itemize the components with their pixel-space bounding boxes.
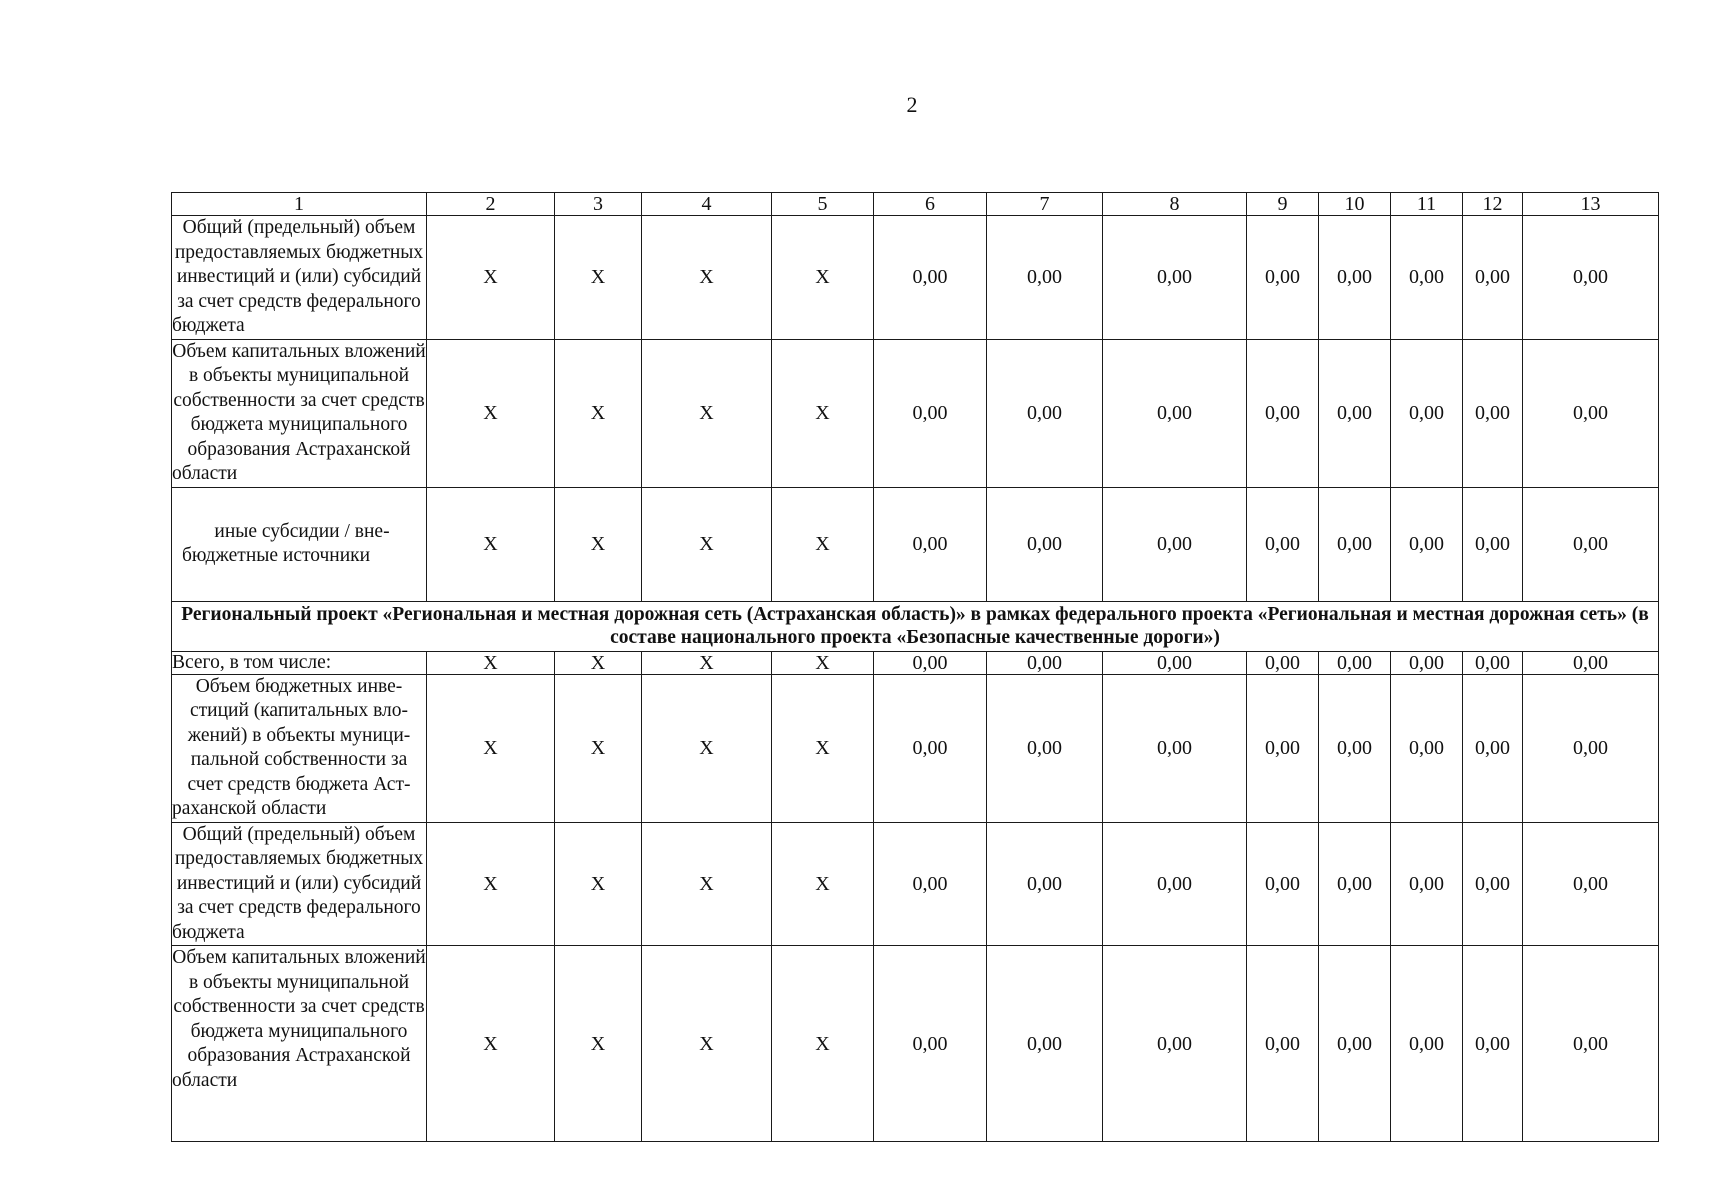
value-cell: 0,00: [1319, 822, 1391, 946]
value-cell: 0,00: [1319, 339, 1391, 487]
table-row: [172, 822, 1659, 946]
value-cell: 0,00: [1247, 946, 1319, 1142]
value-cell: 0,00: [987, 674, 1103, 822]
value-cell: X: [642, 216, 772, 340]
section-title: Региональный проект «Региональная и местная дорожная сеть (Астраханская область)» в рамках федерального проекта «Региональная и местная дорожная сеть» (в составе национального проекта «Безопасные качественные дороги»): [172, 601, 1659, 651]
value-cell: 0,00: [1523, 487, 1659, 601]
budget-table: [171, 192, 1659, 1142]
value-cell: X: [555, 339, 642, 487]
header-cell: 2: [427, 193, 555, 216]
header-cell: 3: [555, 193, 642, 216]
header-cell: 7: [987, 193, 1103, 216]
value-cell: 0,00: [1391, 674, 1463, 822]
value-cell: X: [642, 339, 772, 487]
row-label: Общий (предельный) объем предоставляемых бюджетных инвестиций и (или) субсидий за счет средств федерального бюджета: [172, 216, 427, 340]
value-cell: 0,00: [1103, 946, 1247, 1142]
value-cell: 0,00: [1463, 674, 1523, 822]
table-row: [172, 674, 1659, 822]
value-cell: X: [642, 487, 772, 601]
value-cell: 0,00: [1319, 487, 1391, 601]
section-row: [172, 601, 1659, 651]
value-cell: X: [555, 946, 642, 1142]
value-cell: 0,00: [1103, 339, 1247, 487]
value-cell: X: [772, 216, 874, 340]
header-cell: 10: [1319, 193, 1391, 216]
value-cell: 0,00: [874, 822, 987, 946]
value-cell: 0,00: [1103, 674, 1247, 822]
value-cell: X: [427, 822, 555, 946]
value-cell: 0,00: [1247, 674, 1319, 822]
value-cell: 0,00: [1463, 946, 1523, 1142]
value-cell: X: [427, 651, 555, 674]
value-cell: 0,00: [1319, 651, 1391, 674]
table-row: [172, 216, 1659, 340]
value-cell: 0,00: [874, 339, 987, 487]
value-cell: 0,00: [1391, 946, 1463, 1142]
value-cell: X: [427, 946, 555, 1142]
value-cell: 0,00: [1103, 822, 1247, 946]
value-cell: 0,00: [1247, 216, 1319, 340]
value-cell: 0,00: [987, 822, 1103, 946]
value-cell: 0,00: [1319, 674, 1391, 822]
header-cell: 1: [172, 193, 427, 216]
value-cell: 0,00: [1103, 487, 1247, 601]
value-cell: 0,00: [1247, 339, 1319, 487]
value-cell: 0,00: [1463, 651, 1523, 674]
value-cell: 0,00: [1523, 216, 1659, 340]
value-cell: 0,00: [1247, 822, 1319, 946]
header-cell: 5: [772, 193, 874, 216]
value-cell: X: [772, 822, 874, 946]
value-cell: 0,00: [874, 216, 987, 340]
value-cell: 0,00: [1103, 216, 1247, 340]
header-cell: 12: [1463, 193, 1523, 216]
value-cell: 0,00: [1247, 487, 1319, 601]
row-label: Общий (предельный) объем предоставляемых бюджетных инвестиций и (или) субсидий за счет средств федерального бюджета: [172, 822, 427, 946]
table-row: [172, 339, 1659, 487]
value-cell: X: [555, 651, 642, 674]
value-cell: 0,00: [987, 339, 1103, 487]
value-cell: 0,00: [1463, 339, 1523, 487]
value-cell: X: [427, 487, 555, 601]
header-cell: 8: [1103, 193, 1247, 216]
value-cell: 0,00: [1463, 216, 1523, 340]
value-cell: 0,00: [1391, 822, 1463, 946]
value-cell: X: [772, 674, 874, 822]
value-cell: X: [555, 674, 642, 822]
value-cell: 0,00: [1319, 946, 1391, 1142]
header-cell: 4: [642, 193, 772, 216]
value-cell: X: [555, 487, 642, 601]
row-label: Объем бюджетных инвестиций (капитальных вложений) в объекты муниципальной собственности за счет средств бюджета Астраханской области: [172, 674, 427, 822]
value-cell: X: [642, 674, 772, 822]
value-cell: X: [642, 822, 772, 946]
value-cell: 0,00: [987, 216, 1103, 340]
value-cell: X: [772, 651, 874, 674]
value-cell: 0,00: [874, 674, 987, 822]
value-cell: 0,00: [1463, 487, 1523, 601]
value-cell: 0,00: [987, 487, 1103, 601]
value-cell: 0,00: [1103, 651, 1247, 674]
value-cell: 0,00: [1523, 651, 1659, 674]
row-label: Всего, в том числе:: [172, 651, 427, 674]
value-cell: 0,00: [1523, 674, 1659, 822]
value-cell: 0,00: [1391, 651, 1463, 674]
value-cell: X: [642, 946, 772, 1142]
value-cell: 0,00: [1463, 822, 1523, 946]
row-label: Объем капитальных вложений в объекты муниципальной собственности за счет средств бюджета муниципального образования Астраханской области: [172, 946, 427, 1142]
value-cell: 0,00: [987, 651, 1103, 674]
value-cell: 0,00: [1391, 487, 1463, 601]
value-cell: 0,00: [1523, 822, 1659, 946]
value-cell: 0,00: [1391, 339, 1463, 487]
header-cell: 9: [1247, 193, 1319, 216]
value-cell: X: [427, 674, 555, 822]
value-cell: X: [555, 216, 642, 340]
value-cell: 0,00: [1523, 946, 1659, 1142]
value-cell: 0,00: [1523, 339, 1659, 487]
value-cell: X: [772, 487, 874, 601]
value-cell: X: [642, 651, 772, 674]
row-label: иные субсидии / внебюджетные источники: [172, 487, 427, 601]
value-cell: X: [555, 822, 642, 946]
value-cell: 0,00: [874, 487, 987, 601]
value-cell: 0,00: [1247, 651, 1319, 674]
value-cell: 0,00: [1319, 216, 1391, 340]
value-cell: 0,00: [987, 946, 1103, 1142]
value-cell: X: [772, 946, 874, 1142]
value-cell: X: [427, 216, 555, 340]
table-header-row: [172, 193, 1659, 216]
header-cell: 6: [874, 193, 987, 216]
header-cell: 13: [1523, 193, 1659, 216]
table-row: [172, 651, 1659, 674]
table-row: [172, 487, 1659, 601]
value-cell: X: [772, 339, 874, 487]
row-label: Объем капитальных вложений в объекты муниципальной собственности за счет средств бюджета муниципального образования Астраханской области: [172, 339, 427, 487]
value-cell: X: [427, 339, 555, 487]
value-cell: 0,00: [1391, 216, 1463, 340]
header-cell: 11: [1391, 193, 1463, 216]
page-number: 2: [906, 92, 918, 117]
value-cell: 0,00: [874, 946, 987, 1142]
value-cell: 0,00: [874, 651, 987, 674]
table-row: [172, 946, 1659, 1142]
